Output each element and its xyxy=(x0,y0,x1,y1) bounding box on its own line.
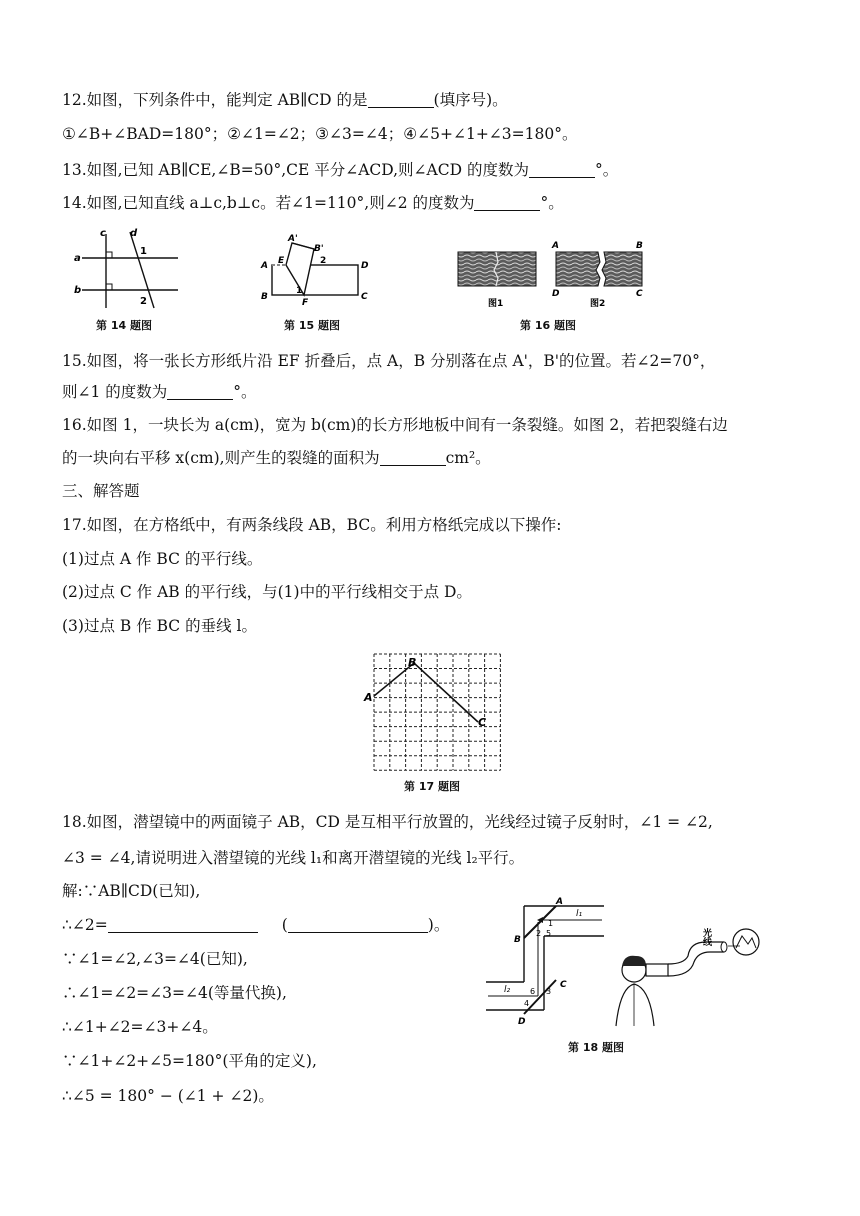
q18-sol1-close: )。 xyxy=(427,916,450,934)
person-with-periscope xyxy=(616,929,759,1026)
q18-sol1 xyxy=(62,915,449,935)
label-A: A xyxy=(556,897,563,907)
q15-line2 xyxy=(62,382,257,402)
fig16-board-1 xyxy=(458,252,536,286)
q18-sol0: 解:∵AB∥CD(已知), xyxy=(62,882,201,900)
label-angle-1: 1 xyxy=(296,286,303,296)
label-angle-2: 2 xyxy=(536,929,542,938)
label-fig1: 图1 xyxy=(488,299,504,309)
q13-text: 13.如图,已知 AB∥CE,∠B=50°,CE 平分∠ACD,则∠ACD 的度数为 xyxy=(62,161,529,179)
label-C: C xyxy=(636,289,643,299)
q15-text: 则∠1 的度数为 xyxy=(62,383,168,401)
mirror-CD xyxy=(524,980,556,1014)
label-A-prime: A' xyxy=(288,234,298,244)
q14-text: 14.如图,已知直线 a⊥c,b⊥c。若∠1=110°,则∠2 的度数为 xyxy=(62,194,475,212)
figure-17-grid xyxy=(362,650,502,774)
figure-16 xyxy=(452,238,652,310)
q18-sol1-text: ∴∠2= xyxy=(62,916,108,934)
q14-answer-blank[interactable] xyxy=(474,194,540,211)
q12-line1 xyxy=(62,90,508,110)
q17-part3: (3)过点 B 作 BC 的垂线 l。 xyxy=(62,617,257,635)
q16-answer-blank[interactable] xyxy=(380,449,446,466)
q14-line xyxy=(62,193,564,213)
label-d: d xyxy=(130,228,138,239)
q13-line xyxy=(62,160,618,180)
q18-sol3: ∴∠1=∠2=∠3=∠4(等量代换), xyxy=(62,984,287,1002)
q17-part1: (1)过点 A 作 BC 的平行线。 xyxy=(62,550,263,568)
q12-options: ①∠B+∠BAD=180°；②∠1=∠2；③∠3=∠4；④∠5+∠1+∠3=180°。 xyxy=(62,125,578,143)
q18-sol6: ∴∠5 = 180° − (∠1 + ∠2)。 xyxy=(62,1087,274,1105)
label-l1: l₁ xyxy=(576,909,583,919)
label-angle-2: 2 xyxy=(140,296,147,307)
caption-fig16: 第 16 题图 xyxy=(520,319,576,332)
q12-text: 12.如图，下列条件中，能判定 AB∥CD 的是 xyxy=(62,91,368,109)
q18-line1: 18.如图，潜望镜中的两面镜子 AB，CD 是互相平行放置的，光线经过镜子反射时，∠1 = ∠2, xyxy=(62,813,713,831)
caption-fig14: 第 14 题图 xyxy=(96,319,152,332)
q18-answer-blank-1[interactable] xyxy=(108,916,258,933)
q18-answer-blank-2[interactable] xyxy=(288,916,428,933)
label-angle-2: 2 xyxy=(320,256,327,266)
q17-stem: 17.如图，在方格纸中，有两条线段 AB，BC。利用方格纸完成以下操作: xyxy=(62,516,562,534)
label-angle-4: 4 xyxy=(524,999,530,1008)
q16-line1: 16.如图 1，一块长为 a(cm)，宽为 b(cm)的长方形地板中间有一条裂缝。如图 2，若把裂缝右边 xyxy=(62,416,728,434)
label-B: B xyxy=(636,241,643,251)
q12-text-tail: (填序号)。 xyxy=(433,91,508,109)
label-A: A xyxy=(552,241,559,251)
q16-line2 xyxy=(62,448,491,468)
caption-fig18: 第 18 题图 xyxy=(568,1041,624,1054)
label-b: b xyxy=(74,285,82,296)
label-C: C xyxy=(478,716,487,729)
label-A: A xyxy=(364,691,373,704)
caption-fig17: 第 17 题图 xyxy=(404,780,460,793)
section-heading: 三、解答题 xyxy=(62,482,140,500)
label-D: D xyxy=(552,289,560,299)
label-E: E xyxy=(278,256,285,266)
label-angle-6: 6 xyxy=(530,987,536,996)
label-l2: l₂ xyxy=(504,985,511,995)
figure-15 xyxy=(258,233,376,307)
label-light: 光线 xyxy=(701,928,711,946)
label-A: A xyxy=(261,261,268,271)
label-C: C xyxy=(560,980,567,990)
q16-text-tail: cm²。 xyxy=(445,449,491,467)
q13-text-tail: °。 xyxy=(594,161,619,179)
rectangle xyxy=(272,265,358,295)
fig16-board-2 xyxy=(556,252,642,286)
q15-text-tail: °。 xyxy=(233,383,257,401)
q15-line1: 15.如图，将一张长方形纸片沿 EF 折叠后，点 A，B 分别落在点 A'，B'的位置。若∠2=70°， xyxy=(62,352,716,370)
label-F: F xyxy=(302,298,309,307)
right-angle-mark xyxy=(106,252,112,258)
label-D: D xyxy=(518,1017,526,1027)
label-angle-1: 1 xyxy=(140,246,147,257)
label-D: D xyxy=(361,261,369,271)
label-C: C xyxy=(361,292,368,302)
label-B: B xyxy=(514,935,521,945)
q14-text-tail: °。 xyxy=(540,194,564,212)
label-B: B xyxy=(261,292,268,302)
label-c: c xyxy=(100,228,106,239)
q12-answer-blank[interactable] xyxy=(368,91,434,108)
q16-text: 的一块向右平移 x(cm),则产生的裂缝的面积为 xyxy=(62,449,380,467)
q18-sol5: ∵∠1+∠2+∠5=180°(平角的定义), xyxy=(62,1052,317,1070)
label-angle-5: 5 xyxy=(546,929,552,938)
q17-part2: (2)过点 C 作 AB 的平行线，与(1)中的平行线相交于点 D。 xyxy=(62,583,472,601)
label-angle-3: 3 xyxy=(546,987,552,996)
label-angle-1: 1 xyxy=(548,919,554,928)
right-angle-mark xyxy=(106,284,112,290)
q18-sol1-paren: ( xyxy=(281,916,288,934)
caption-fig15: 第 15 题图 xyxy=(284,319,340,332)
dotted-grid xyxy=(374,654,500,770)
label-fig2: 图2 xyxy=(590,299,606,309)
label-B: B xyxy=(408,656,417,669)
label-B-prime: B' xyxy=(314,244,324,254)
figure-18 xyxy=(484,892,774,1034)
figure-14 xyxy=(72,226,182,312)
q15-answer-blank[interactable] xyxy=(167,383,233,400)
q18-line2: ∠3 = ∠4,请说明进入潜望镜的光线 l₁和离开潜望镜的光线 l₂平行。 xyxy=(62,849,525,867)
q18-sol2: ∵∠1=∠2,∠3=∠4(已知), xyxy=(62,950,248,968)
label-a: a xyxy=(74,253,81,264)
q13-answer-blank[interactable] xyxy=(529,161,595,178)
q18-sol4: ∴∠1+∠2=∠3+∠4。 xyxy=(62,1018,218,1036)
